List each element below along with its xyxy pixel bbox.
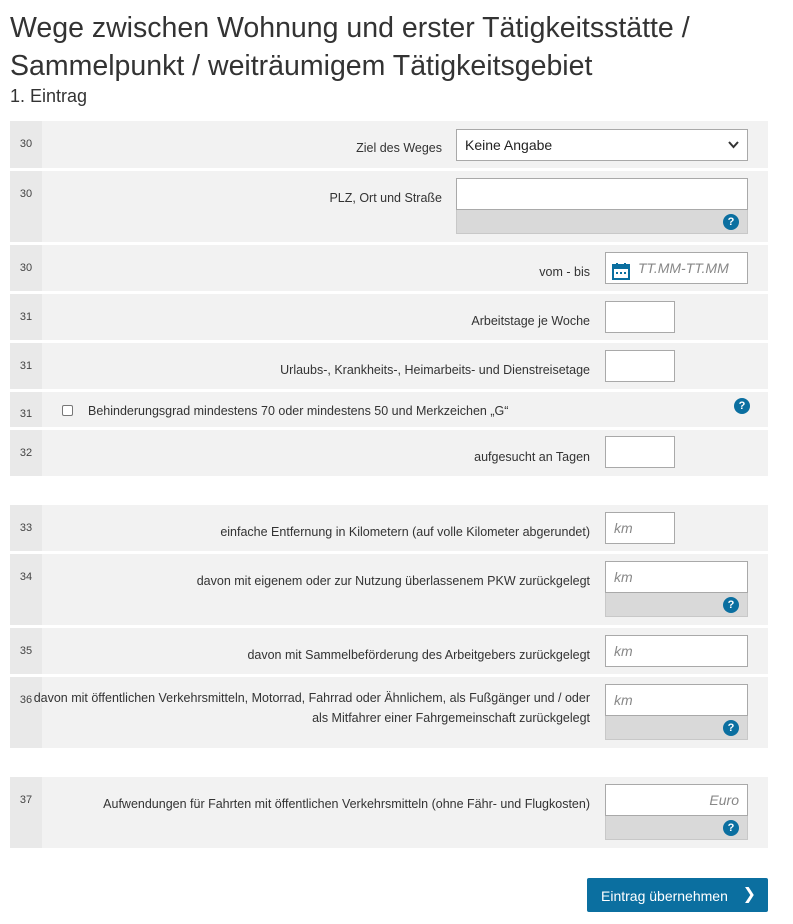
line-number: 32 — [10, 430, 42, 476]
tage-label: aufgesucht an Tagen — [474, 450, 590, 464]
oeffentlich-input[interactable]: km — [605, 684, 748, 716]
row-arbeitstage — [10, 294, 768, 340]
line-number: 37 — [10, 777, 42, 848]
plz-input[interactable] — [456, 178, 748, 210]
line-number: 31 — [10, 294, 42, 340]
row-ziel — [10, 121, 768, 168]
zeitraum-input[interactable] — [605, 252, 748, 284]
ziel-label: Ziel des Weges — [356, 141, 442, 155]
ziel-select[interactable] — [456, 129, 748, 161]
entfernung-input[interactable]: km — [605, 512, 675, 544]
zeitraum-placeholder: TT.MM-TT.MM — [638, 260, 729, 276]
urlaub-label: Urlaubs-, Krankheits-, Heimarbeits- und Dienstreisetage — [280, 363, 590, 377]
behinderung-label[interactable]: Behinderungsgrad mindestens 70 oder mindestens 50 und Merkzeichen „G“ — [88, 404, 509, 418]
help-bar — [605, 593, 748, 617]
page-title: Wege zwischen Wohnung und erster Tätigkeitsstätte / Sammelpunkt / weiträumigem Tätigkeitsgebiet — [10, 12, 690, 82]
ziel-select-value: Keine Angabe — [465, 137, 553, 153]
urlaub-input[interactable] — [605, 350, 675, 382]
chevron-right-icon: ❯ — [742, 886, 756, 903]
calendar-icon[interactable] — [612, 260, 630, 277]
arbeitstage-input[interactable] — [605, 301, 675, 333]
button-label: Eintrag übernehmen — [601, 888, 728, 904]
line-number: 33 — [10, 505, 42, 551]
help-icon[interactable]: ? — [734, 398, 750, 414]
line-number: 30 — [10, 245, 42, 291]
aufwendungen-input[interactable]: Euro — [605, 784, 748, 816]
line-number: 30 — [10, 171, 42, 242]
row-aufwendungen — [10, 777, 768, 848]
tage-input[interactable] — [605, 436, 675, 468]
line-number: 35 — [10, 628, 42, 674]
aufwendungen-label: Aufwendungen für Fahrten mit öffentlichen Verkehrsmitteln (ohne Fähr- und Flugkosten) — [103, 797, 590, 811]
help-bar — [605, 716, 748, 740]
page-subtitle: 1. Eintrag — [10, 86, 88, 106]
sammel-label: davon mit Sammelbeförderung des Arbeitgebers zurückgelegt — [247, 648, 590, 662]
row-pkw — [10, 554, 768, 625]
zeitraum-label: vom - bis — [539, 265, 590, 279]
row-behinderung — [10, 392, 768, 427]
entfernung-label: einfache Entfernung in Kilometern (auf volle Kilometer abgerundet) — [220, 525, 590, 539]
line-number: 34 — [10, 554, 42, 625]
help-icon[interactable]: ? — [723, 597, 739, 613]
eintrag-uebernehmen-button[interactable] — [587, 878, 768, 912]
help-icon[interactable]: ? — [723, 214, 739, 230]
row-entfernung — [10, 505, 768, 551]
row-tage — [10, 430, 768, 476]
behinderung-checkbox[interactable] — [62, 405, 73, 416]
line-number: 36 — [10, 677, 42, 748]
help-icon[interactable]: ? — [723, 820, 739, 836]
line-number: 30 — [10, 121, 42, 168]
row-sammel — [10, 628, 768, 674]
help-bar — [605, 816, 748, 840]
oeffentlich-label: davon mit öffentlichen Verkehrsmitteln, Motorrad, Fahrrad oder Ähnlichem, als Fußgänger und / oder als Mitfahrer einer Fahrgemeinschaft zurückgelegt — [33, 691, 590, 725]
row-oeffentlich — [10, 677, 768, 748]
pkw-input[interactable]: km — [605, 561, 748, 593]
row-urlaub — [10, 343, 768, 389]
line-number: 31 — [10, 392, 42, 427]
sammel-input[interactable]: km — [605, 635, 748, 667]
line-number: 31 — [10, 343, 42, 389]
help-icon[interactable]: ? — [723, 720, 739, 736]
plz-label: PLZ, Ort und Straße — [329, 191, 442, 205]
row-zeitraum — [10, 245, 768, 291]
pkw-label: davon mit eigenem oder zur Nutzung überlassenem PKW zurückgelegt — [196, 574, 590, 588]
help-bar — [456, 210, 748, 234]
chevron-down-icon — [728, 130, 739, 171]
arbeitstage-label: Arbeitstage je Woche — [471, 314, 590, 328]
row-plz — [10, 171, 768, 242]
